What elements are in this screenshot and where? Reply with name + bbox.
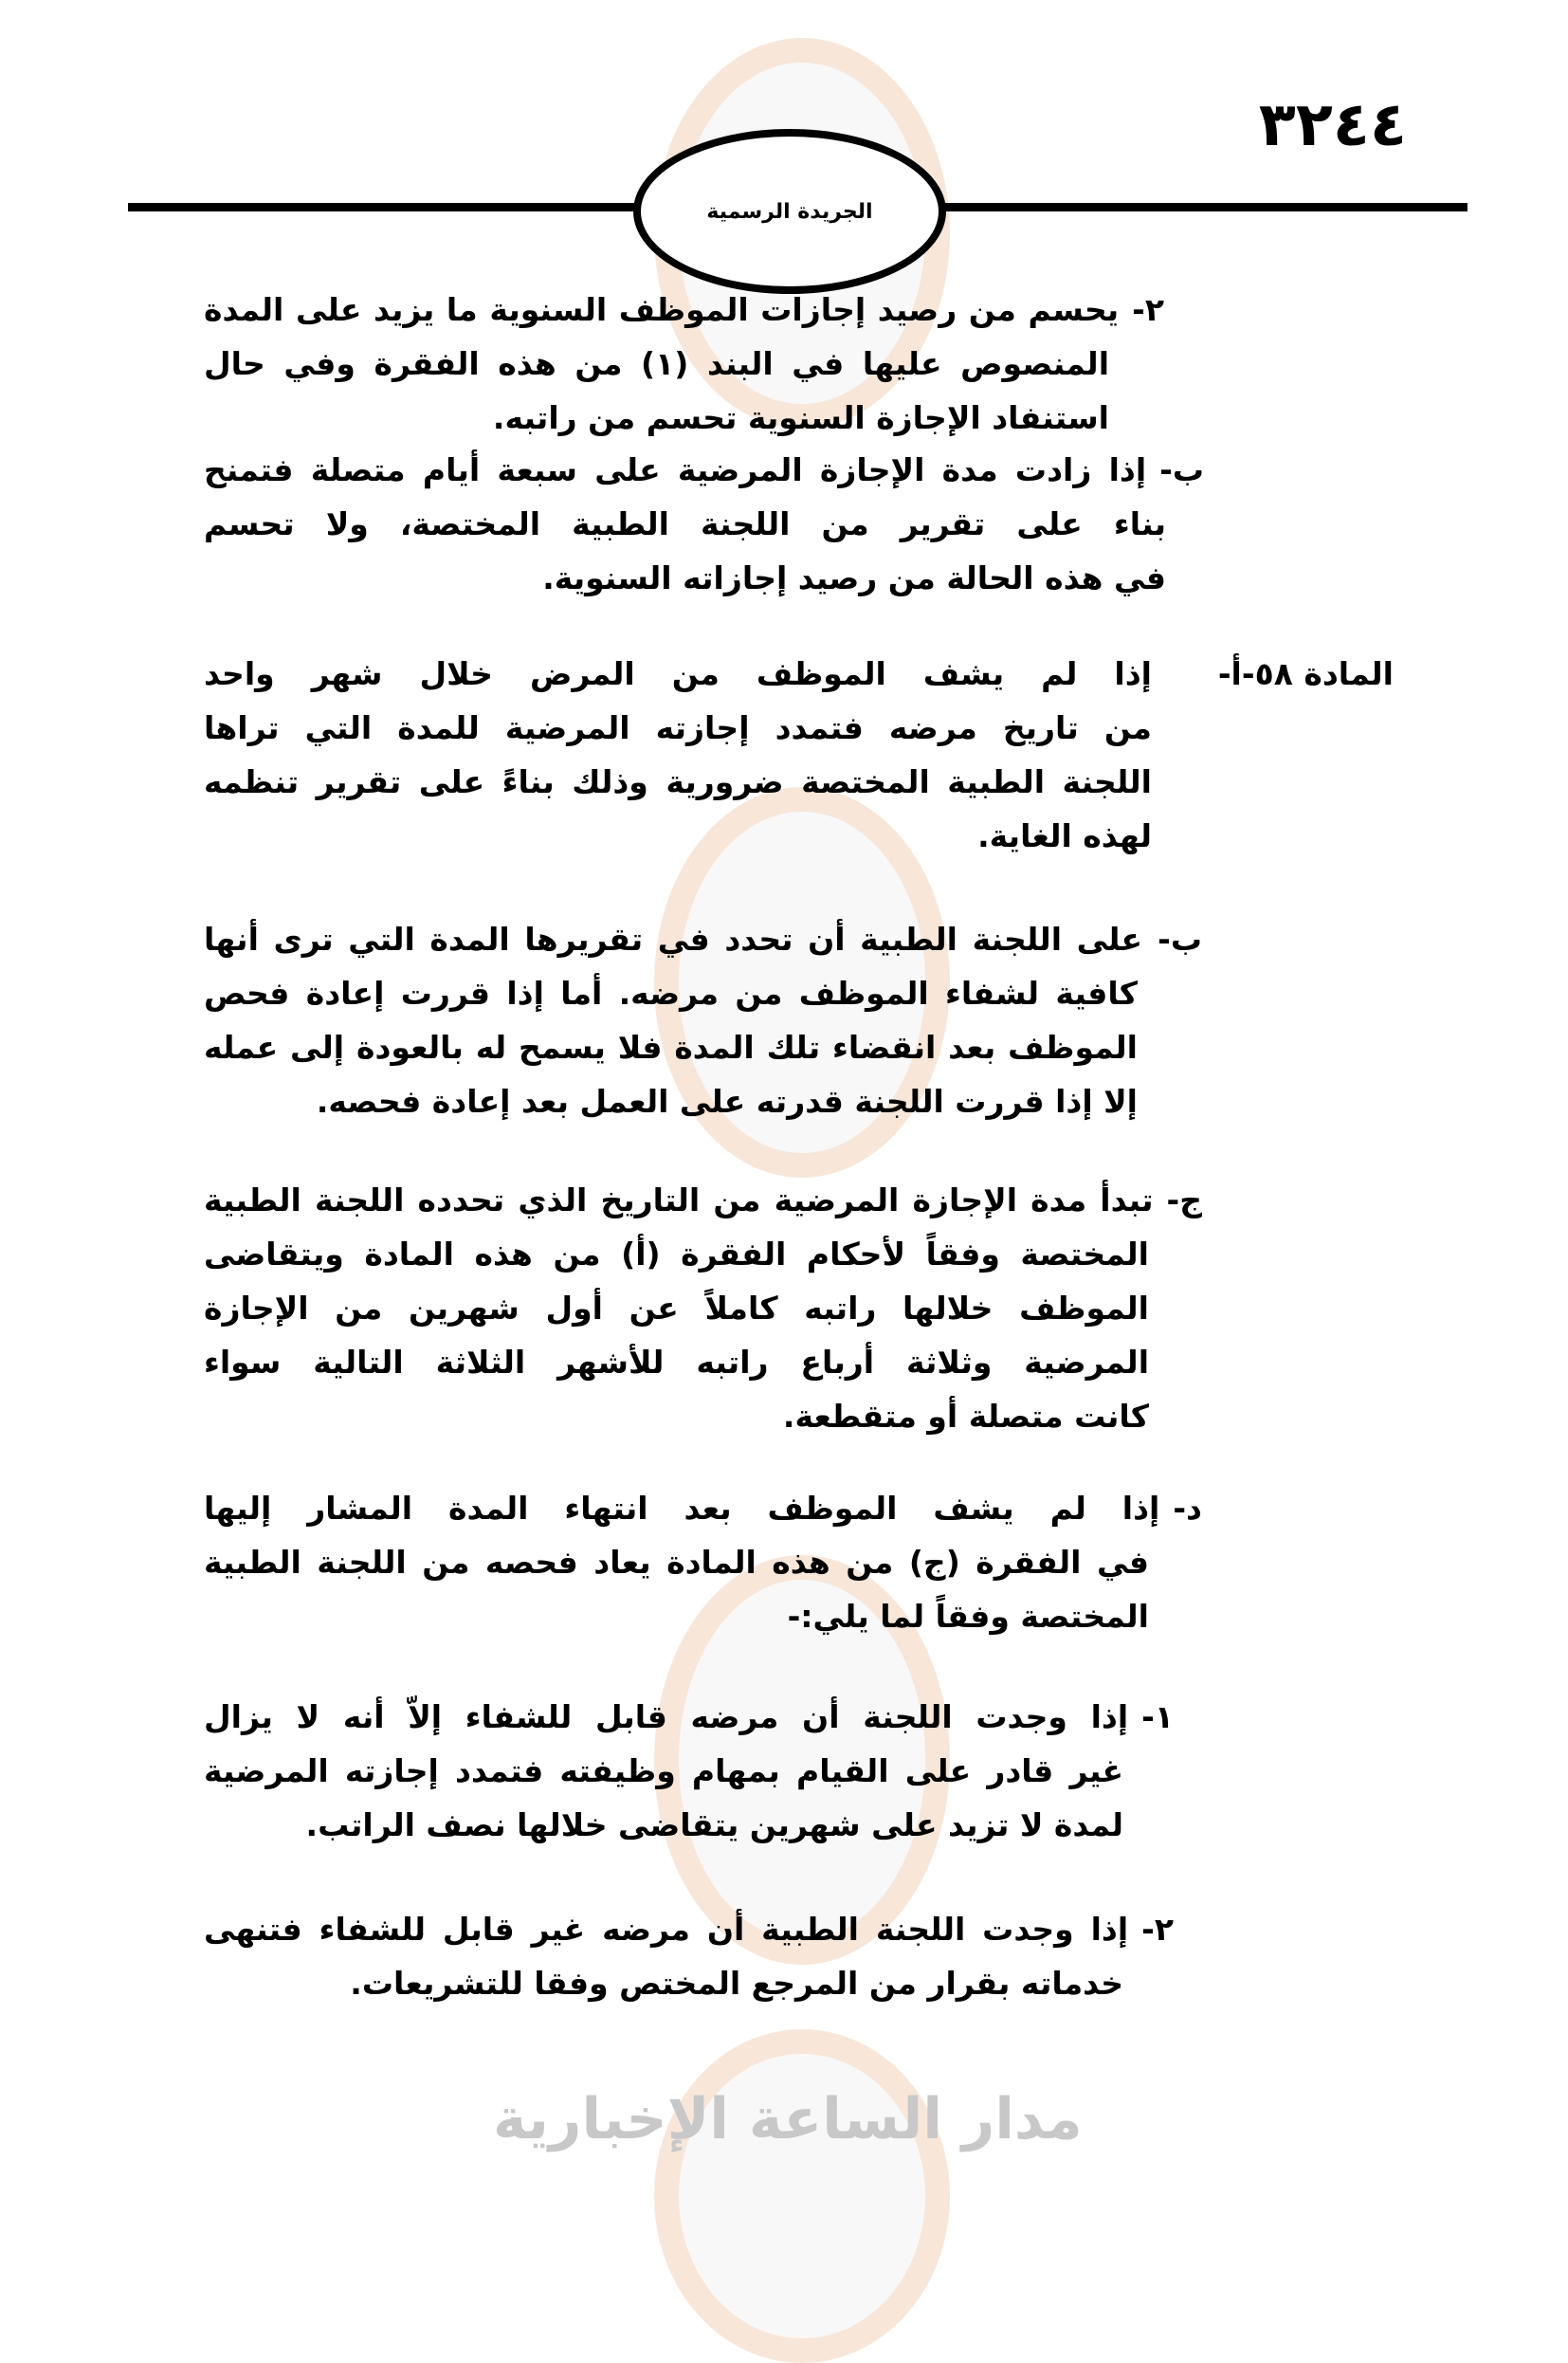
article-58-a <box>0 647 1568 854</box>
text-line: إذا وجدت اللجنة الطبية أن مرضه غير قابل للشفاء فتنهى <box>204 1911 1129 1948</box>
clause-b-sick-leave-over-seven-days <box>0 443 1568 596</box>
article-58-d-2 <box>0 1902 1568 2002</box>
article-58-d <box>0 1481 1568 1635</box>
article-58-c <box>0 1173 1568 1435</box>
text-line: على اللجنة الطبية أن تحدد في تقريرها المدة التي ترى أنها <box>204 921 1142 958</box>
text-line: إذا وجدت اللجنة أن مرضه قابل للشفاء إلاّ أنه لا يزال <box>204 1698 1129 1735</box>
clause-label: د- <box>1173 1490 1202 1527</box>
watermark-text: مدار الساعة الإخبارية <box>493 2086 1083 2152</box>
text-line: الموظف بعد انقضاء تلك المدة فلا يسمح له بالعودة إلى عمله <box>204 1029 1138 1066</box>
text-line: المنصوص عليها في البند (١) من هذه الفقرة وفي حال <box>204 345 1110 382</box>
text-line: الموظف خلالها راتبه كاملاً عن أول شهرين من الإجازة <box>204 1290 1149 1327</box>
text-line: في هذه الحالة من رصيد إجازاته السنوية. <box>542 559 1166 596</box>
text-line: تبدأ مدة الإجازة المرضية من التاريخ الذي تحدده اللجنة الطبية <box>204 1182 1154 1218</box>
text-line: إذا لم يشف الموظف من المرض خلال شهر واحد <box>204 655 1152 692</box>
text-line: استنفاد الإجازة السنوية تحسم من راتبه. <box>492 399 1109 436</box>
text-line: لمدة لا تزيد على شهرين يتقاضى خلالها نصف الراتب. <box>305 1806 1123 1843</box>
watermark-clock <box>654 2029 950 2363</box>
text-line: بناء على تقرير من اللجنة الطبية المختصة، ولا تحسم <box>204 505 1166 542</box>
text-line: المرضية وثلاثة أرباع راتبه للأشهر الثلاثة التالية سواء <box>204 1344 1149 1381</box>
text-line: من تاريخ مرضه فتمدد إجازته المرضية للمدة التي تراها <box>204 709 1152 746</box>
text-line: في الفقرة (ج) من هذه المادة يعاد فحصه من اللجنة الطبية <box>204 1544 1149 1581</box>
clause-label: المادة ٥٨-أ- <box>1217 655 1394 692</box>
article-58-b <box>0 912 1568 1120</box>
clause-label: ٢- <box>1141 1911 1174 1948</box>
text-line: إلا إذا قررت اللجنة قدرته على العمل بعد إعادة فحصه. <box>316 1083 1138 1120</box>
clause-2-deduction <box>0 283 1568 436</box>
article-58-d-1 <box>0 1690 1568 1843</box>
text-line: لهذه الغاية. <box>977 817 1152 854</box>
clause-label: ج- <box>1166 1182 1202 1218</box>
clause-label: ب- <box>1159 451 1204 488</box>
text-line: المختصة وفقاً لما يلي:- <box>787 1598 1149 1635</box>
text-line: يحسم من رصيد إجازات الموظف السنوية ما يزيد على المدة <box>204 291 1120 328</box>
text-line: المختصة وفقاً لأحكام الفقرة (أ) من هذه المادة ويتقاضى <box>204 1236 1149 1273</box>
gazette-title: الجريدة الرسمية <box>706 199 873 224</box>
clause-label: ١- <box>1141 1698 1174 1735</box>
text-line: اللجنة الطبية المختصة ضرورية وذلك بناءً على تقرير تنظمه <box>204 763 1152 800</box>
text-line: غير قادر على القيام بمهام وظيفته فتمدد إجازته المرضية <box>204 1752 1123 1789</box>
clause-label: ٢- <box>1132 291 1164 328</box>
text-line: إذا زادت مدة الإجازة المرضية على سبعة أيام متصلة فتمنح <box>204 451 1147 488</box>
text-line: إذا لم يشف الموظف بعد انتهاء المدة المشار إليها <box>204 1490 1160 1527</box>
text-line: كانت متصلة أو متقطعة. <box>782 1398 1149 1435</box>
header-ellipse <box>633 129 946 294</box>
text-line: كافية لشفاء الموظف من مرضه. أما إذا قررت إعادة فحص <box>204 975 1138 1012</box>
clause-label: ب- <box>1158 921 1202 958</box>
page-number: ٣٢٤٤ <box>1258 90 1407 160</box>
text-line: خدماته بقرار من المرجع المختص وفقا للتشريعات. <box>350 1965 1123 2002</box>
